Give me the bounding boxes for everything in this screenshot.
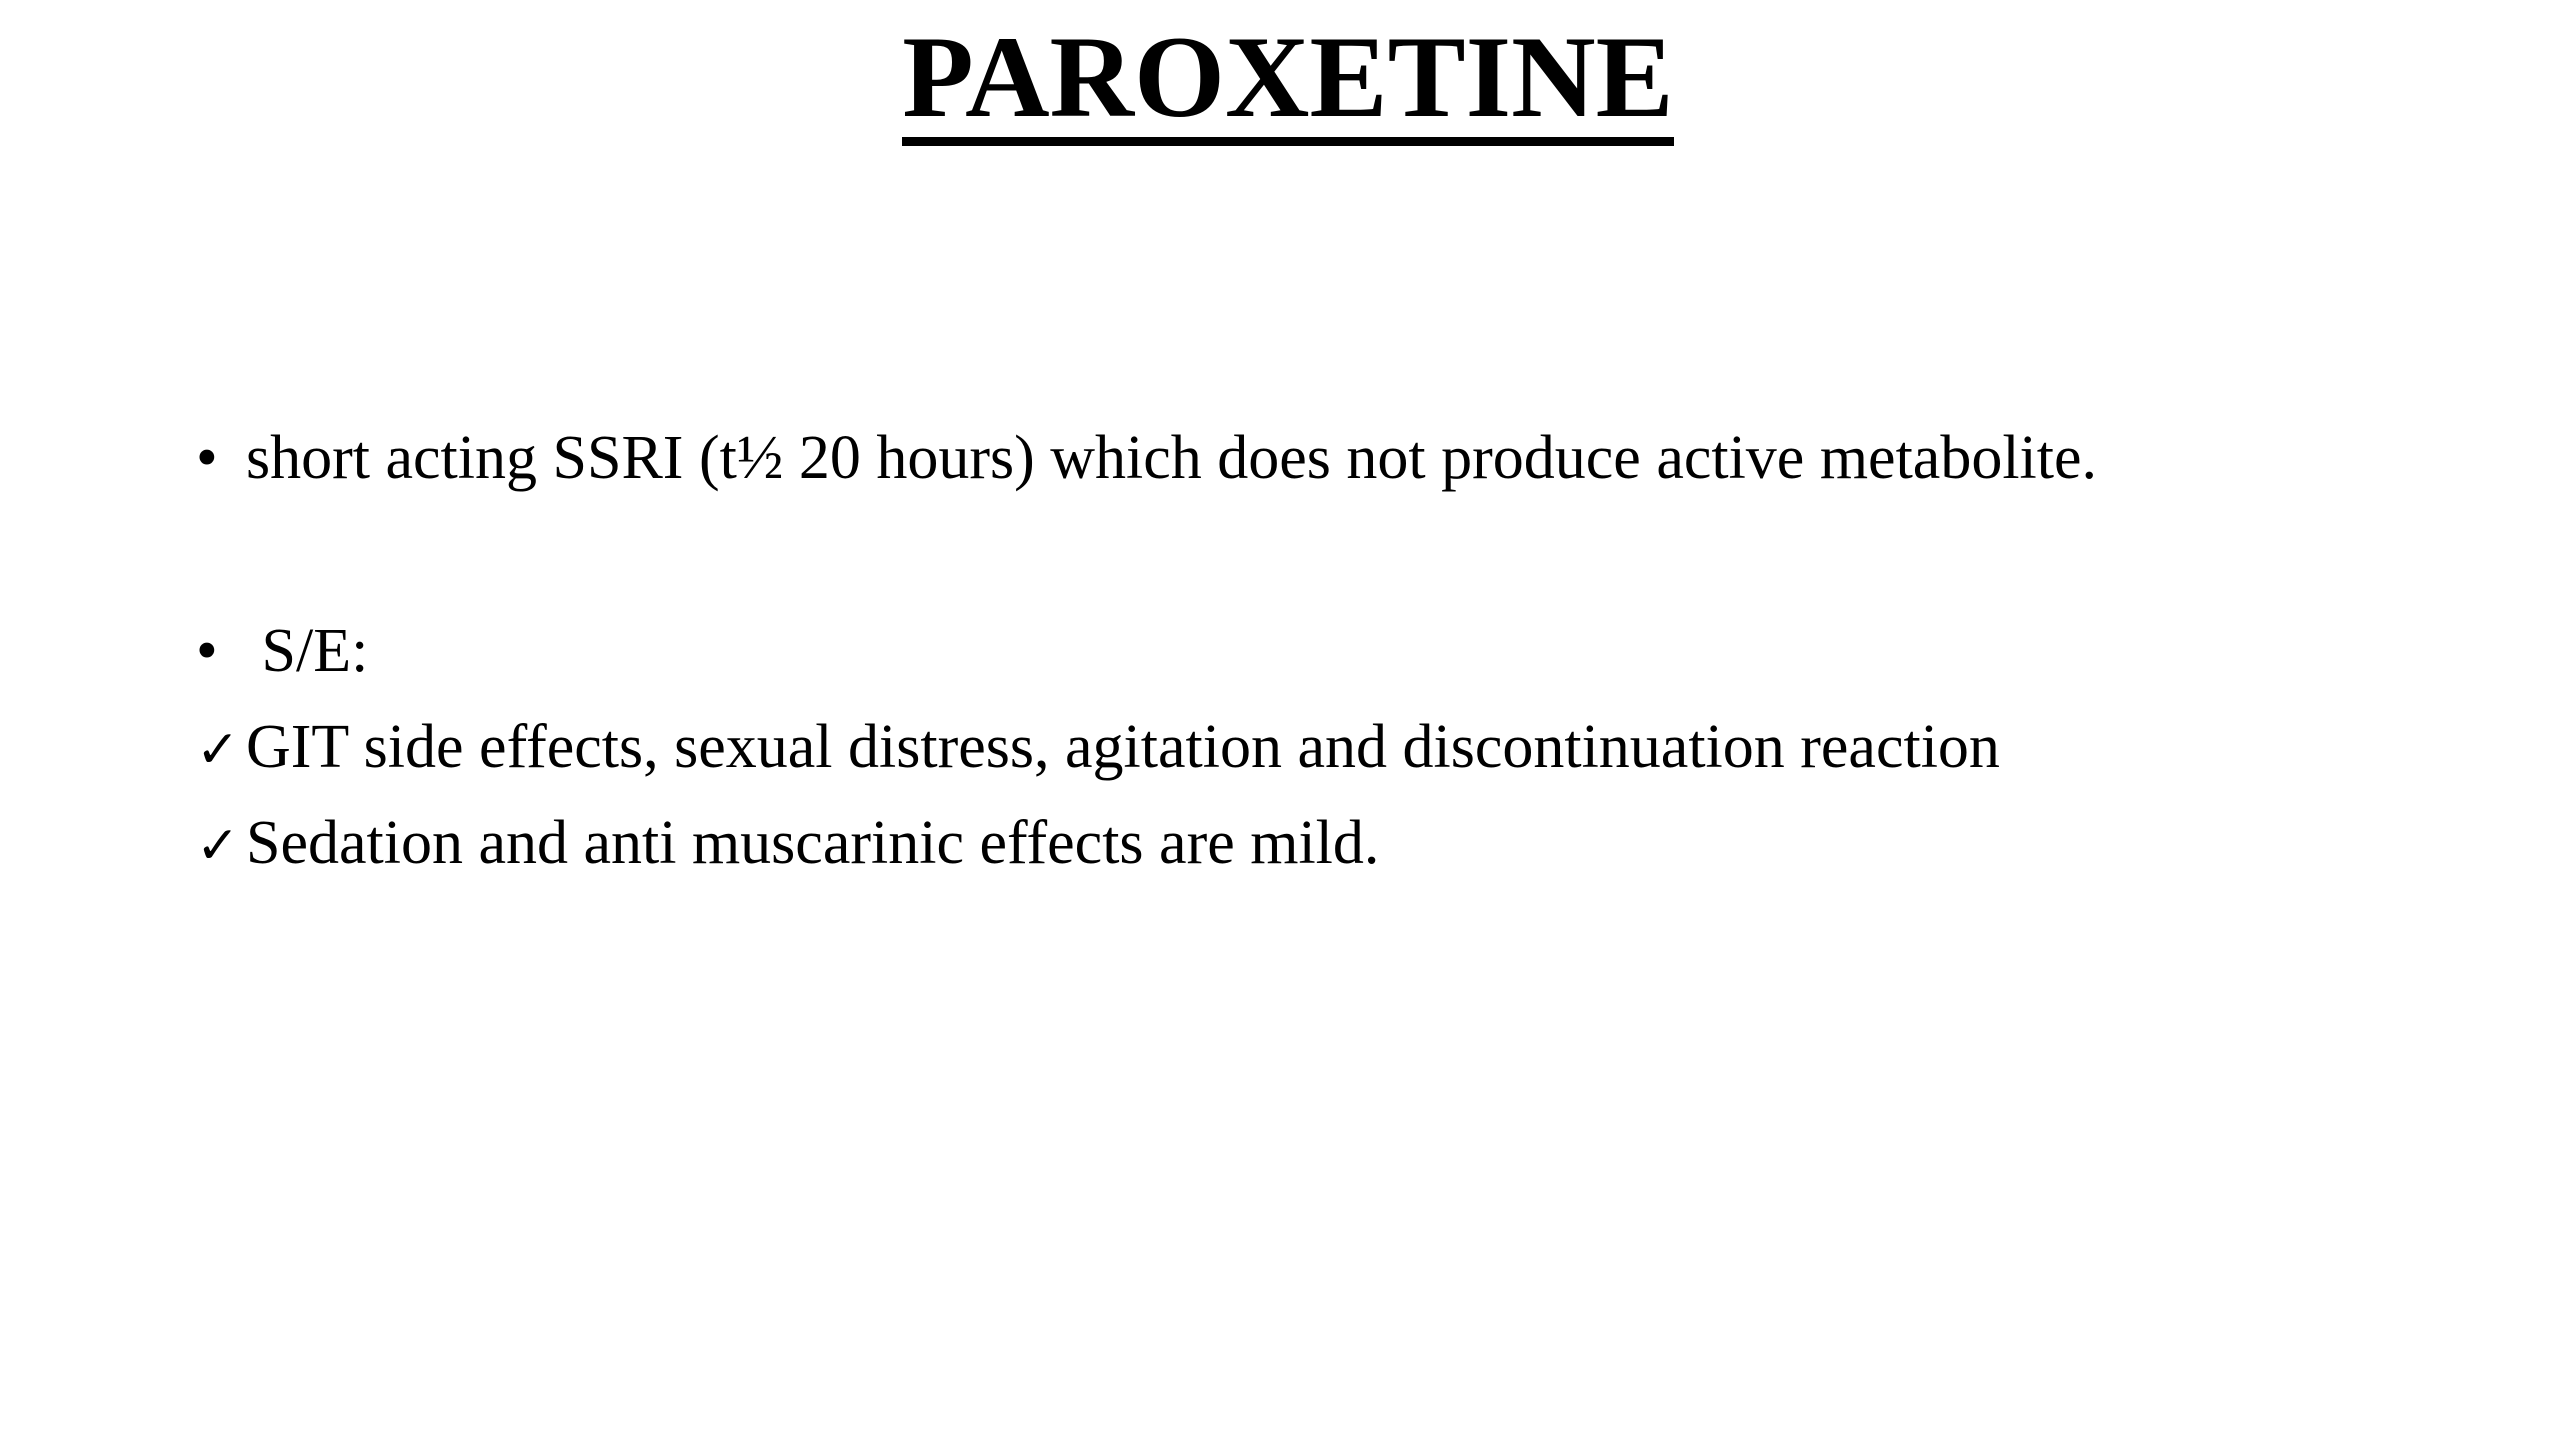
bullet-text: S/E: xyxy=(246,617,369,685)
check-item xyxy=(196,707,2000,790)
bullet-text: short acting SSRI (t½ 20 hours) which does not produce active metabolite. xyxy=(246,424,2098,492)
checkmark-icon: ✓ xyxy=(196,720,240,780)
bullet-icon: • xyxy=(196,617,218,685)
bullet-item xyxy=(196,418,2097,498)
slide-title-container xyxy=(0,8,2560,148)
bullet-icon: • xyxy=(196,424,218,492)
check-item xyxy=(196,803,1379,886)
check-text: GIT side effects, sexual distress, agitation and discontinuation reaction xyxy=(246,713,2000,781)
bullet-item xyxy=(196,611,368,691)
slide-title: PAROXETINE xyxy=(902,23,1673,146)
check-text: Sedation and anti muscarinic effects are mild. xyxy=(246,809,1380,877)
checkmark-icon: ✓ xyxy=(196,816,240,876)
